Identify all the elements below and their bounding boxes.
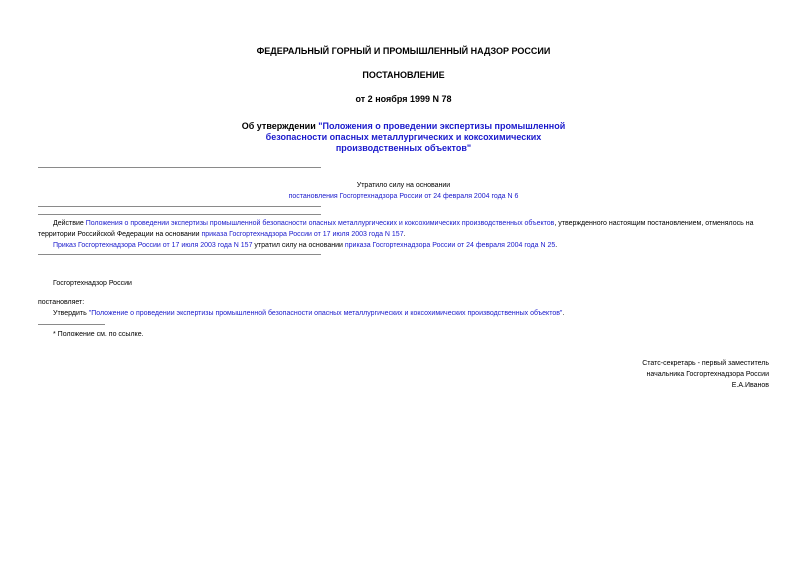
- note-text: утратил силу на основании: [252, 242, 345, 249]
- divider: [38, 167, 321, 168]
- footnote-divider: [38, 324, 105, 325]
- signature-name: Е.А.Иванов: [731, 382, 769, 389]
- divider: [38, 214, 321, 215]
- title-link-part-1[interactable]: "Положения о проведении экспертизы промышленной: [318, 121, 566, 131]
- note-paragraph-1-line-2: [38, 229, 773, 240]
- approve-text: Утвердить: [53, 310, 89, 317]
- note-link-order-157[interactable]: приказа Госгортехнадзора России от 17 июля 2003 года N 157: [201, 231, 404, 238]
- document-title: [0, 121, 807, 154]
- note-link-regulation[interactable]: Положения о проведении экспертизы промышленной безопасности опасных металлургических и коксохимических производственных объектов: [85, 220, 555, 227]
- divider: [38, 254, 321, 255]
- note-link-order-25[interactable]: приказа Госгортехнадзора России от 24 февраля 2004 года N 25: [344, 242, 556, 249]
- signature-position-2: начальника Госгортехнадзора России: [646, 371, 769, 378]
- document-type: ПОСТАНОВЛЕНИЕ: [362, 70, 445, 80]
- decides-text: постановляет:: [38, 299, 85, 306]
- editorial-note: [38, 218, 773, 251]
- issuing-authority: Госгортехнадзор России: [53, 280, 132, 287]
- signature-block: [642, 358, 769, 391]
- title-link-part-2[interactable]: безопасности опасных металлургических и коксохимических: [265, 132, 542, 142]
- title-prefix: Об утверждении: [241, 121, 319, 131]
- note-paragraph-1-line-1: [38, 218, 773, 229]
- signature-position-1: Статс-секретарь - первый заместитель: [642, 360, 769, 367]
- approve-text: .: [562, 310, 565, 317]
- lapsed-notice-text: Утратило силу на основании: [356, 182, 451, 189]
- note-text: .: [403, 231, 406, 238]
- note-text: территории Российской Федерации на основании: [38, 231, 202, 238]
- note-link-order-157-b[interactable]: Приказ Госгортехнадзора России от 17 июля 2003 года N 157: [53, 242, 253, 249]
- footnote: * Положение см. по ссылке.: [53, 331, 144, 338]
- title-link-part-3[interactable]: производственных объектов": [335, 143, 472, 153]
- divider: [38, 206, 321, 207]
- approve-paragraph: [53, 308, 564, 319]
- note-paragraph-2: [38, 240, 773, 251]
- document-date-number: от 2 ноября 1999 N 78: [355, 94, 452, 104]
- approve-link-regulation[interactable]: "Положение о проведении экспертизы промышленной безопасности опасных металлургических и коксохимических производственных объектов": [88, 310, 563, 317]
- note-text: Действие: [53, 220, 86, 227]
- agency-heading: ФЕДЕРАЛЬНЫЙ ГОРНЫЙ И ПРОМЫШЛЕННЫЙ НАДЗОР РОССИИ: [256, 46, 551, 56]
- note-text: .: [555, 242, 558, 249]
- title-line-1: [0, 121, 807, 132]
- lapsed-notice-link[interactable]: постановления Госгортехнадзора России от 24 февраля 2004 года N 6: [288, 193, 519, 200]
- note-text: , утвержденного настоящим постановлением, отменялось на: [554, 220, 754, 227]
